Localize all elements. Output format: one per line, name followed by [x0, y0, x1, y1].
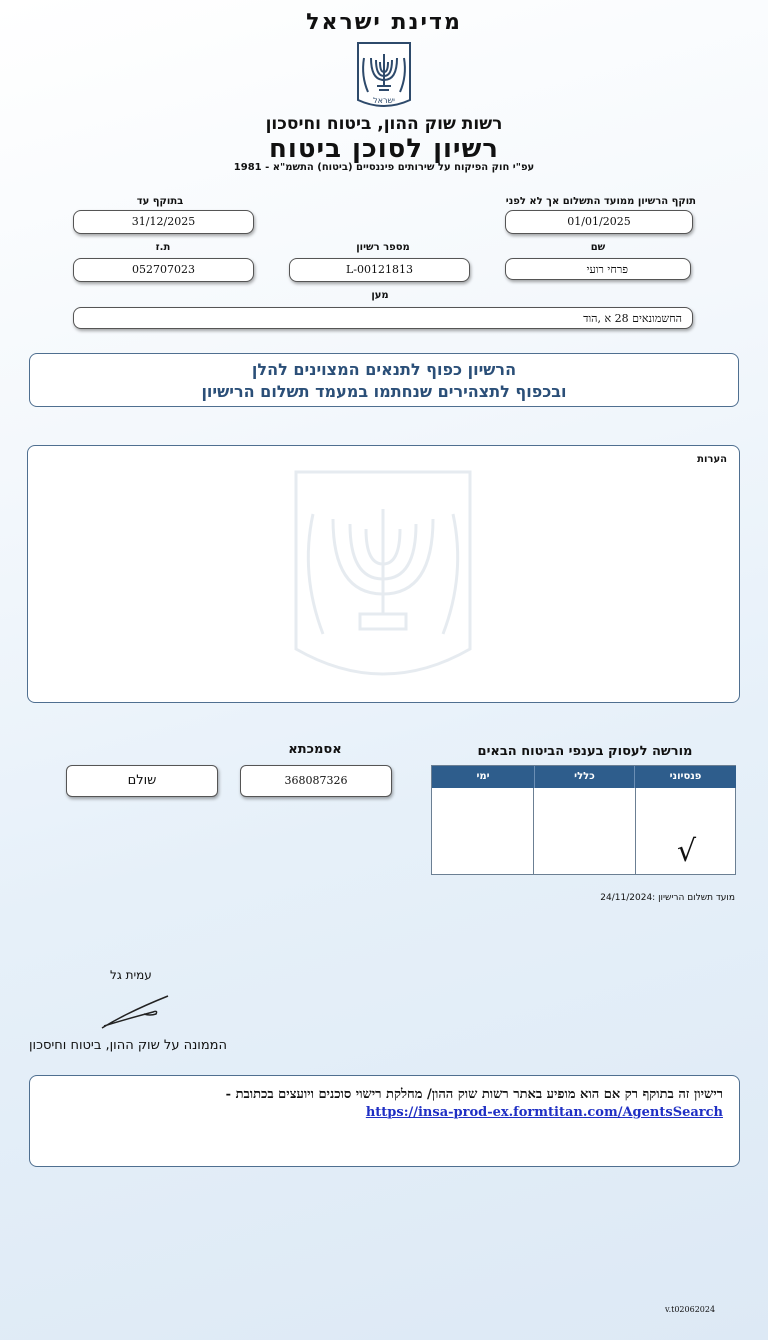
agents-search-link[interactable]: https://insa-prod-ex.formtitan.com/AgentsSearch — [365, 1105, 723, 1120]
column-marine: ימי — [432, 766, 534, 788]
effective-field: 01/01/2025 — [505, 210, 693, 234]
cell-general — [534, 788, 635, 874]
valid-until-field: 31/12/2025 — [73, 210, 254, 234]
validity-notice-box — [29, 1075, 740, 1167]
emblem-text: ישראל — [373, 96, 395, 105]
validity-notice-text: רישיון זה בתוקף רק אם הוא מופיע באתר רשות שוק ההון/ מחלקת רישוי סוכנים ויועצים בכתובת - — [225, 1087, 723, 1102]
signature-icon — [98, 990, 178, 1032]
law-reference: עפ"י חוק הפיקוח על שירותים פיננסיים (ביטוח) התשמ"א - 1981 — [233, 162, 535, 173]
notice-line-2: ובכפוף לתצהירים שנחתמו במעמד תשלום הרישיון — [201, 382, 567, 401]
license-number-field: L-00121813 — [289, 258, 470, 282]
column-pension: פנסיוני — [635, 766, 736, 788]
emblem-watermark-icon — [288, 464, 478, 689]
notice-line-1: הרשיון כפוף לתנאים המצוינים להלן — [251, 360, 517, 379]
payment-status: שולם — [66, 765, 218, 797]
cell-pension — [635, 788, 736, 874]
payment-due-date: מועד תשלום הרישיון :24/11/2024 — [600, 893, 735, 903]
state-title: מדינת ישראל — [306, 10, 462, 35]
id-field: 052707023 — [73, 258, 254, 282]
reference-title: אסמכתא — [288, 742, 342, 757]
license-number-label: מספר רשיון — [356, 242, 410, 253]
name-label: שם — [590, 242, 606, 253]
address-label: מען — [371, 290, 389, 301]
id-label: ת.ז — [155, 242, 171, 253]
column-general: כללי — [534, 766, 635, 788]
address-field: החשמונאים 28 א ,הוד — [73, 307, 693, 329]
license-conditions-notice — [29, 353, 739, 407]
name-field: פרחי רועי — [505, 258, 691, 280]
branches-title: מורשה לעסוק בענפי הביטוח הבאים — [477, 744, 693, 759]
authority-name: רשות שוק ההון, ביטוח וחיסכון — [265, 114, 503, 134]
cell-marine — [432, 788, 533, 874]
version-label: v.t02062024 — [665, 1305, 716, 1314]
signer-name: עמית גל — [110, 968, 152, 982]
signer-role: הממונה על שוק ההון, ביטוח וחיסכון — [29, 1038, 227, 1053]
effective-label: תוקף הרשיון ממועד התשלום אך לא לפני — [505, 196, 696, 207]
remarks-box — [27, 445, 740, 703]
branches-table — [431, 765, 736, 875]
page-title: רשיון לסוכן ביטוח — [269, 134, 499, 164]
valid-until-label: בתוקף עד — [136, 196, 184, 207]
remarks-label: הערות — [697, 454, 727, 465]
reference-number: 368087326 — [240, 765, 392, 797]
checkmark-icon: √ — [677, 834, 697, 869]
state-emblem-icon — [355, 40, 413, 110]
